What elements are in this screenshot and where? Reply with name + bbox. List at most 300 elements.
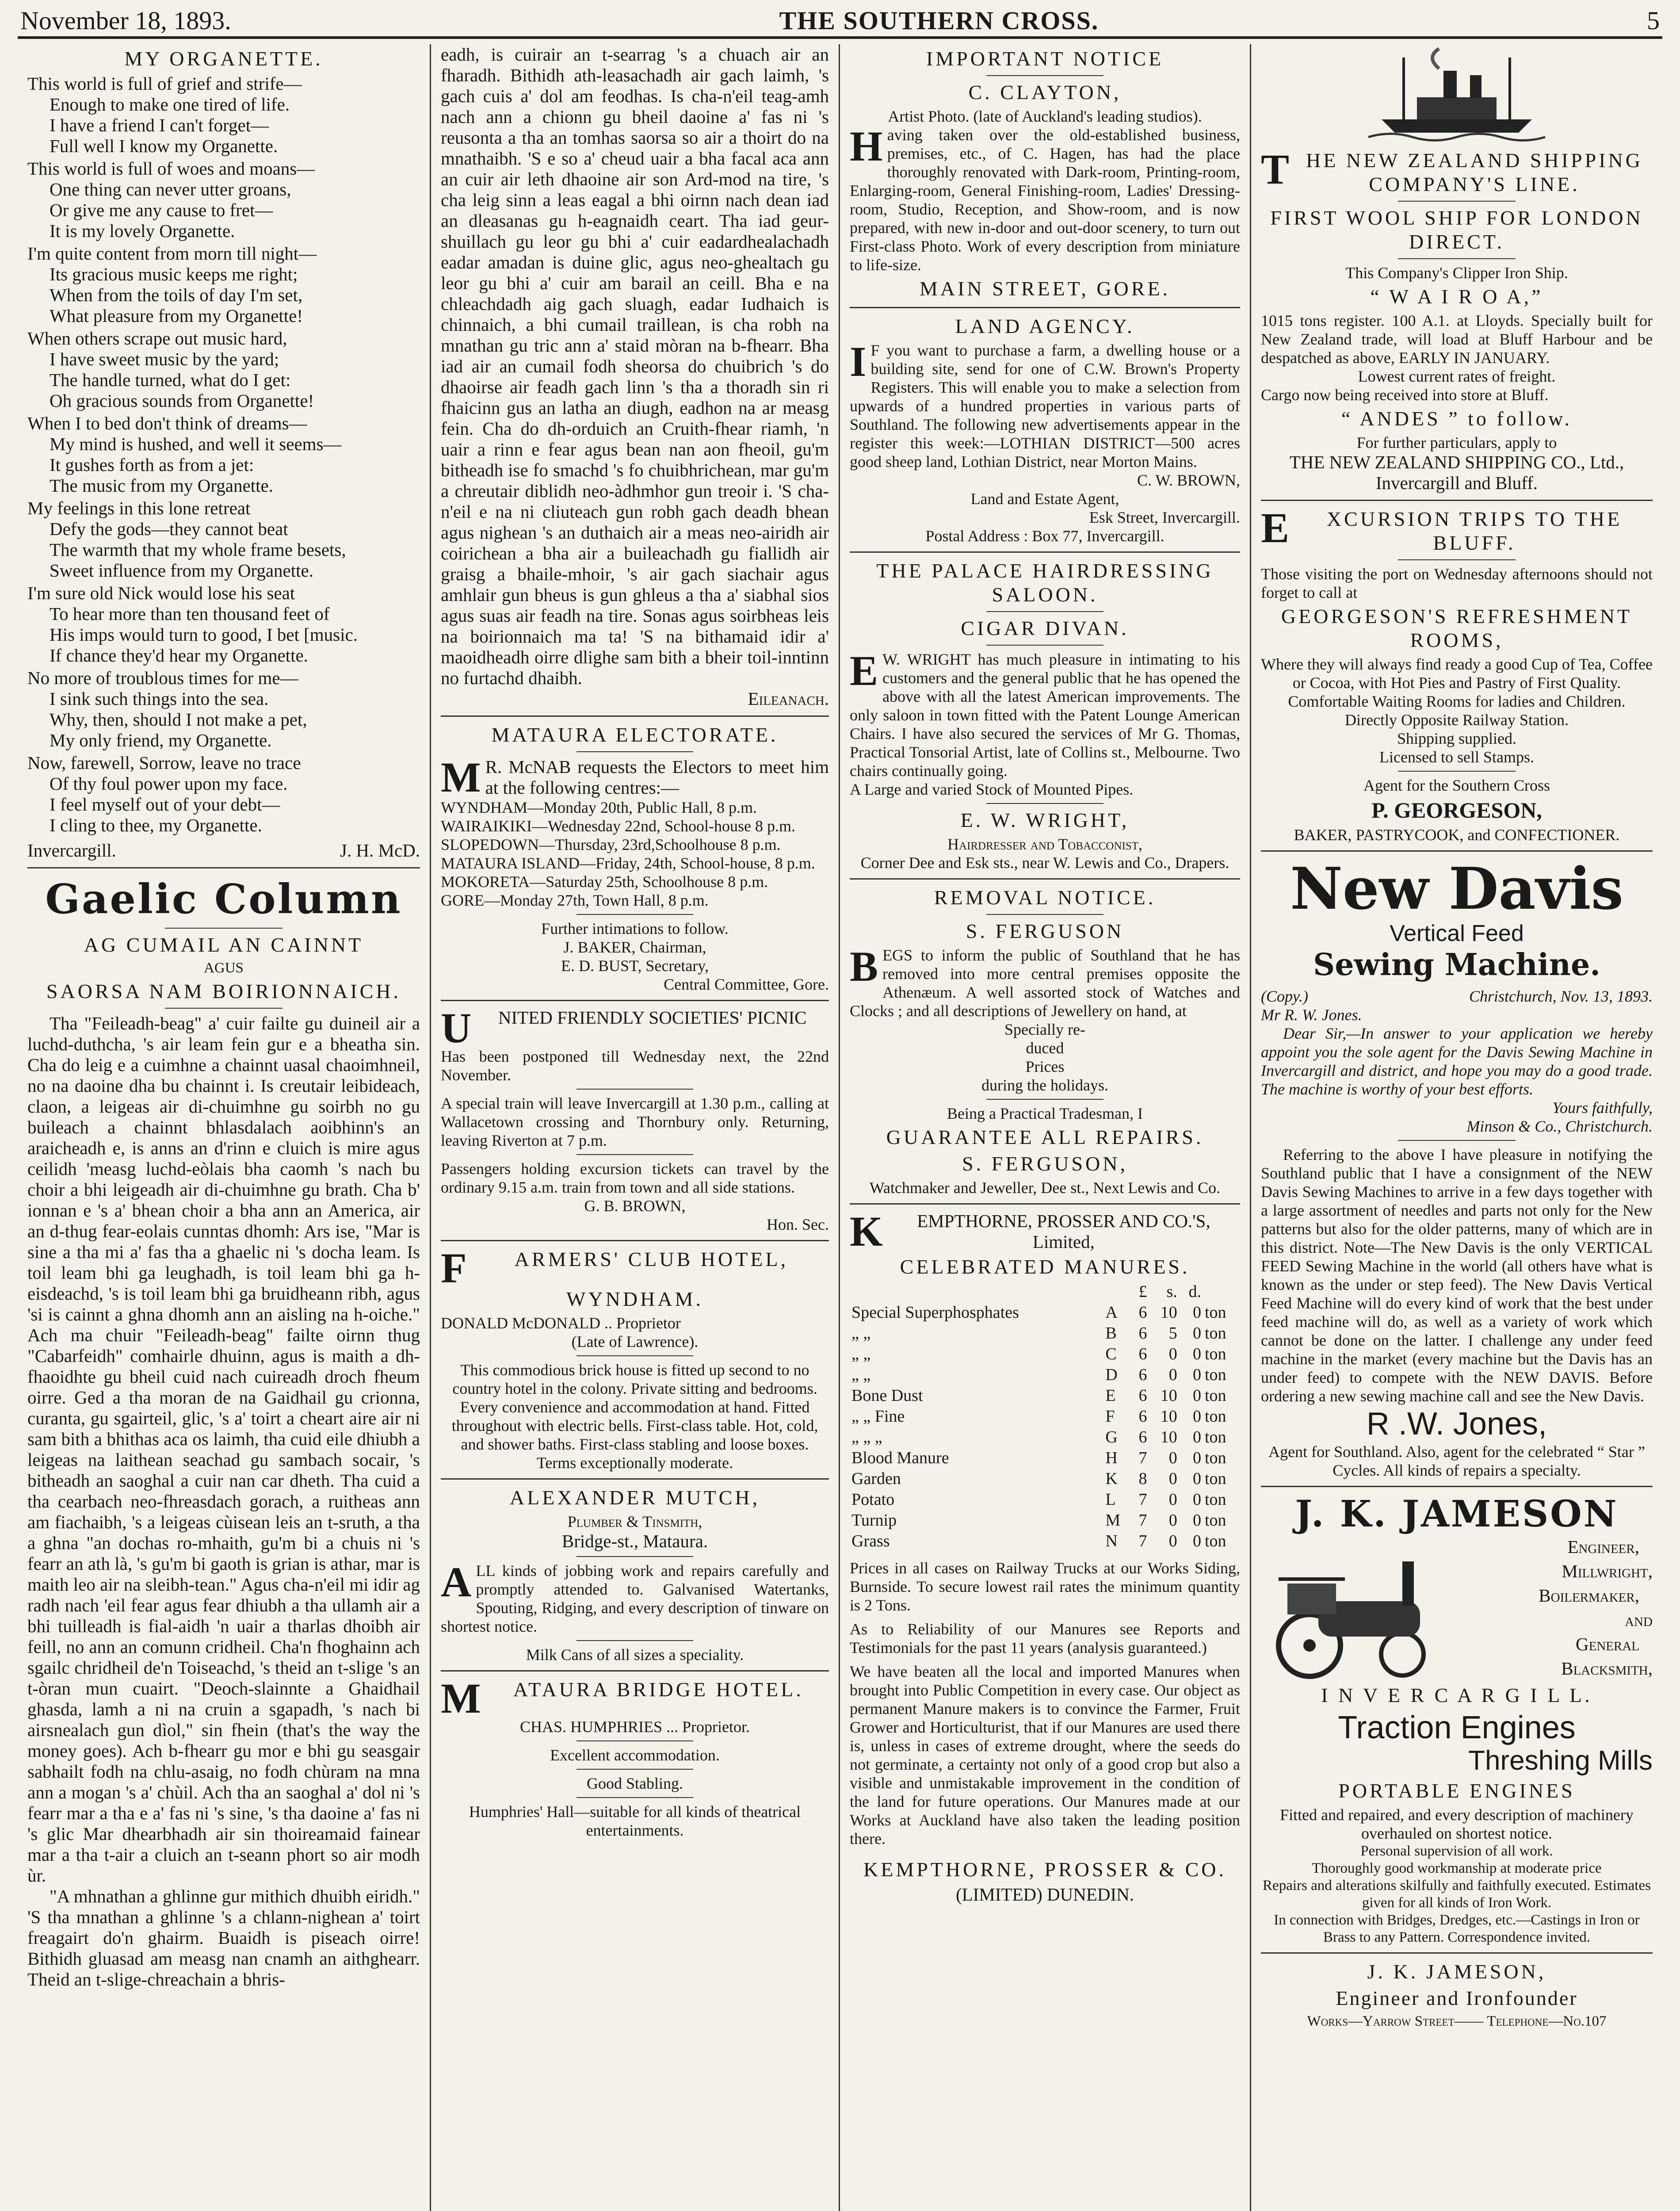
jameson-block — [1261, 1535, 1653, 1681]
table-row — [850, 1489, 1240, 1510]
excursion-p5: Shipping supplied. — [1397, 730, 1517, 747]
table-cell: ton — [1204, 1386, 1226, 1405]
jameson-traction: Traction Engines — [1338, 1710, 1576, 1745]
divider — [1261, 1952, 1653, 1954]
table-cell: M — [1105, 1511, 1121, 1530]
ferguson-l1: Specially re- — [1004, 1021, 1085, 1038]
poem-line: His imps would turn to good, I bet [music. — [50, 624, 358, 645]
poem-line: I'm sure old Nick would lose his seat — [27, 583, 295, 603]
kempthorne-signature-2: (LIMITED) DUNEDIN. — [955, 1884, 1134, 1905]
table-cell: ton — [1204, 1449, 1226, 1467]
davis-date: Christchurch, Nov. 13, 1893. — [1469, 987, 1653, 1005]
poem-line: Enough to make one tired of life. — [50, 94, 290, 115]
table-row — [850, 1427, 1240, 1448]
divider — [1398, 559, 1516, 560]
divider — [986, 611, 1103, 612]
table-cell: 7 — [1138, 1532, 1147, 1550]
table-cell: B — [1105, 1324, 1117, 1343]
table-cell: 0 — [1192, 1407, 1201, 1426]
jameson-title: J. K. JAMESON — [1295, 1493, 1619, 1535]
picnic-title: U NITED FRIENDLY SOCIETIES' PICNIC — [441, 1004, 807, 1052]
divider — [850, 1203, 1240, 1205]
table-cell: „ „ „ — [851, 1428, 882, 1446]
table-cell: 6 — [1138, 1407, 1147, 1426]
table-cell: ton — [1204, 1303, 1226, 1322]
picnic-p3: Passengers holding excursion tickets can travel by the ordinary 9.15 a.m. train from town and all side stations. — [441, 1160, 829, 1196]
table-cell: G — [1105, 1428, 1118, 1446]
nz-apply: For further particulars, apply to — [1356, 434, 1557, 451]
nz-andes: “ ANDES ” to follow. — [1341, 407, 1573, 430]
land-street: Esk Street, Invercargill. — [1089, 509, 1240, 526]
poem-line: Or give me any cause to fret— — [50, 200, 273, 220]
poem-line: Its gracious music keeps me right; — [50, 264, 298, 284]
jameson-role-item: Millwright, — [1562, 1561, 1653, 1581]
table-cell: ton — [1204, 1407, 1226, 1426]
bridge-stabling: Good Stabling. — [586, 1775, 683, 1792]
table-cell: 7 — [1138, 1490, 1147, 1509]
table-row — [850, 1302, 1240, 1323]
masthead — [18, 6, 1662, 39]
mataura-intro: M R. McNAB requests the Electors to meet him at the following centres:— — [441, 754, 829, 801]
divider — [986, 645, 1103, 646]
jameson-p2: Personal supervision of all work. — [1360, 1843, 1553, 1859]
bridge-owner: CHAS. HUMPHRIES ... Proprietor. — [519, 1718, 750, 1736]
poem-line: This world is full of grief and strife— — [27, 73, 302, 94]
poem-line: What pleasure from my Organette! — [50, 306, 303, 326]
col-shillings: s. — [1166, 1282, 1177, 1301]
bridge-accommodation: Excellent accommodation. — [550, 1746, 720, 1764]
table-row — [850, 1510, 1240, 1531]
davis-title: New Davis — [1290, 855, 1623, 922]
divider — [577, 1797, 693, 1798]
jameson-roles — [1447, 1535, 1653, 1681]
poem-line: One thing can never utter groans, — [50, 179, 291, 199]
page-number: 5 — [1647, 6, 1660, 35]
divider — [441, 715, 829, 717]
picnic-role: Hon. Sec. — [767, 1216, 829, 1233]
divider — [577, 1769, 693, 1770]
table-cell: Blood Manure — [851, 1449, 949, 1467]
table-row — [850, 1365, 1240, 1385]
cigar-divan: CIGAR DIVAN. — [961, 617, 1129, 639]
table-row — [850, 1344, 1240, 1365]
table-cell: 6 — [1138, 1428, 1147, 1446]
table-cell: D — [1105, 1366, 1118, 1384]
davis-sub: Vertical Feed — [1390, 921, 1524, 946]
land-postal: Postal Address : Box 77, Invercargill. — [925, 527, 1165, 545]
farmers-owner: DONALD McDONALD .. Proprietor — [441, 1314, 681, 1332]
picnic-p1: Has been postponed till Wednesday next, the 22nd November. — [441, 1048, 829, 1084]
jameson-town: I N V E R C A R G I L L. — [1321, 1684, 1592, 1706]
kempthorne-title: K EMPTHORNE, PROSSER AND CO.'S, Limited, — [850, 1208, 1210, 1255]
table-row — [850, 1323, 1240, 1344]
mutch-address: Bridge-st., Mataura. — [561, 1531, 708, 1551]
davis-copy: (Copy.) — [1261, 987, 1308, 1005]
table-cell: K — [1105, 1469, 1118, 1488]
table-row — [850, 1385, 1240, 1406]
table-cell: ton — [1204, 1469, 1226, 1488]
divider — [1261, 850, 1653, 852]
jameson-role-item: Boilermaker, — [1539, 1585, 1639, 1606]
wright-name: E. W. WRIGHT, — [960, 809, 1130, 831]
davis-sub-2: Sewing Machine. — [1313, 947, 1600, 983]
land-name: C. W. BROWN, — [1137, 471, 1240, 489]
wright-trade: Hairdresser and Tobacconist, — [947, 835, 1143, 853]
meeting-item: SLOPEDOWN—Thursday, 23rd,Schoolhouse 8 p.m. — [441, 836, 781, 853]
table-cell: 0 — [1192, 1386, 1201, 1405]
divider — [986, 75, 1103, 76]
meeting-item: GORE—Monday 27th, Town Hall, 8 p.m. — [441, 891, 709, 909]
farmers-owner-note: (Late of Lawrence). — [571, 1333, 699, 1350]
ferguson-guarantee: GUARANTEE ALL REPAIRS. — [886, 1126, 1204, 1148]
poem-line: It gushes forth as from a jet: — [50, 455, 254, 475]
davis-to: Mr R. W. Jones. — [1261, 1006, 1362, 1024]
palace-pipes: A Large and varied Stock of Mounted Pipes. — [850, 780, 1134, 798]
table-cell: ton — [1204, 1428, 1226, 1446]
divider — [165, 928, 283, 929]
nz-ship-body: 1015 tons register. 100 A.1. at Lloyds. Specially built for New Zealand trade, will load at Bluff Harbour and be despatched as above, EARLY IN JANUARY. — [1261, 312, 1653, 367]
jameson-role-item: Blacksmith, — [1561, 1658, 1653, 1679]
table-cell: L — [1105, 1490, 1116, 1509]
poem-place: Invercargill. — [27, 840, 116, 861]
poem-line: If chance they'd hear my Organette. — [50, 645, 308, 666]
poem-signature — [27, 840, 420, 861]
picnic-signature: G. B. BROWN, — [584, 1197, 686, 1215]
ferguson-name: S. FERGUSON — [966, 920, 1124, 942]
divider — [1261, 500, 1653, 501]
georgeson-rooms: GEORGESON'S REFRESHMENT ROOMS, — [1281, 605, 1633, 651]
table-cell: 0 — [1168, 1469, 1177, 1488]
kempthorne-signature: KEMPTHORNE, PROSSER & CO. — [863, 1858, 1226, 1881]
divider — [577, 751, 693, 752]
table-cell: F — [1105, 1407, 1115, 1426]
ferguson-l3: Prices — [1025, 1058, 1065, 1075]
poem-line: Of thy foul power upon my face. — [50, 773, 288, 794]
georgeson-trade: BAKER, PASTRYCOOK, and CONFECTIONER. — [1294, 826, 1620, 844]
mutch-title: ALEXANDER MUTCH, — [509, 1486, 760, 1509]
excursion-p1: Those visiting the port on Wednesday afternoons should not forget to call at — [1261, 565, 1653, 601]
nz-shipping-sub: FIRST WOOL SHIP FOR LONDON DIRECT. — [1270, 207, 1643, 253]
table-cell: 10 — [1160, 1407, 1177, 1426]
steamship-icon — [1364, 44, 1550, 146]
table-cell: Garden — [851, 1469, 901, 1488]
table-row — [850, 1469, 1240, 1489]
ferguson-tradesman: Being a Practical Tradesman, I — [947, 1105, 1143, 1122]
poem-line: Why, then, should I not make a pet, — [50, 709, 307, 730]
poem-line: To hear more than ten thousand feet of — [50, 604, 330, 624]
poem-line: Full well I know my Organette. — [50, 136, 278, 156]
table-cell: 7 — [1138, 1449, 1147, 1467]
table-cell: 6 — [1138, 1386, 1147, 1405]
table-cell: 0 — [1168, 1490, 1177, 1509]
table-cell: 10 — [1160, 1386, 1177, 1405]
table-cell: A — [1105, 1303, 1118, 1322]
farmers-place: WYNDHAM. — [566, 1288, 703, 1310]
divider — [441, 1478, 829, 1480]
poem-line: Defy the gods—they cannot beat — [50, 519, 288, 539]
excursion-p3: Comfortable Waiting Rooms for ladies and Children. — [1288, 692, 1626, 710]
farmers-hotel-title: F ARMERS' CLUB HOTEL, — [441, 1244, 788, 1292]
column-2 — [431, 44, 840, 2211]
column-1 — [18, 44, 431, 2211]
poem-line: When others scrape out music hard, — [27, 328, 287, 348]
table-cell: 0 — [1192, 1366, 1201, 1384]
removal-notice: REMOVAL NOTICE. — [934, 886, 1156, 909]
col-pounds: £ — [1138, 1282, 1147, 1301]
jameson-p1: Fitted and repaired, and every description of machinery overhauled on shortest notice. — [1280, 1806, 1634, 1842]
divider — [577, 914, 693, 915]
wright-address: Corner Dee and Esk sts., near W. Lewis and Co., Drapers. — [860, 854, 1229, 872]
nz-ship-type: This Company's Clipper Iron Ship. — [1345, 264, 1568, 282]
table-cell: 10 — [1160, 1428, 1177, 1446]
table-cell: ton — [1204, 1345, 1226, 1363]
table-cell: 0 — [1168, 1511, 1177, 1530]
nz-ship-name: “ W A I R O A,” — [1370, 285, 1543, 308]
nz-rates: Lowest current rates of freight. — [1358, 367, 1556, 385]
table-cell: 6 — [1138, 1345, 1147, 1363]
poem-line: The warmth that my whole frame besets, — [50, 539, 346, 560]
divider — [1261, 1486, 1653, 1487]
poem-line: The handle turned, what do I get: — [50, 370, 291, 390]
table-cell: 10 — [1160, 1303, 1177, 1322]
kempthorne-p1: Prices in all cases on Railway Trucks at our Works Siding, Burnside. To secure lowest rail rates the minimum quantity is 2 Tons. — [850, 1559, 1240, 1614]
clayton-name: C. CLAYTON, — [968, 81, 1122, 103]
jameson-p5: In connection with Bridges, Dredges, etc.—Castings in Iron or Brass to any Pattern. Correspondence invited. — [1274, 1912, 1640, 1945]
land-body: I F you want to purchase a farm, a dwelling house or a building site, send for one of C.W. Brown's Property Registers. This will enable you to make a selection from upwards of a hundred properties in various parts of Southland. The following new advertisements appear in the register this week:—LOTHIAN DISTRICT—500 acres good sheep land, Lothian District, near Morton Mains. — [850, 338, 1240, 471]
divider — [1398, 201, 1516, 202]
georgeson-name: P. GEORGESON, — [1371, 798, 1542, 822]
jameson-role-item: Engineer, — [1567, 1537, 1639, 1557]
table-cell: 6 — [1138, 1324, 1147, 1343]
divider — [165, 1008, 283, 1009]
poem-title: MY ORGANETTE. — [124, 47, 323, 70]
farmers-body: This commodious brick house is fitted up second to no country hotel in the colony. Private sitting and bedrooms. Every convenience and accommodation at hand. Fitted throughout with electric bells. First-class table. Hot, cold, and shower baths. First-class stabling and loose boxes. Terms exceptionally moderate. — [451, 1361, 818, 1472]
land-role: Land and Estate Agent, — [970, 490, 1119, 508]
table-cell: Turnip — [851, 1511, 897, 1530]
gaelic-sub-1: AG CUMAIL AN CAINNT — [84, 933, 364, 956]
divider — [441, 1670, 829, 1672]
column-3 — [840, 44, 1251, 2211]
divider — [577, 1089, 693, 1090]
table-cell: 0 — [1168, 1345, 1177, 1363]
table-cell: ton — [1204, 1511, 1226, 1530]
poem-line: I have sweet music by the yard; — [50, 349, 279, 369]
table-cell: 6 — [1138, 1303, 1147, 1322]
divider — [441, 1240, 829, 1241]
table-cell: 0 — [1192, 1532, 1201, 1550]
land-agency-title: LAND AGENCY. — [955, 315, 1135, 337]
jameson-role-item: General — [1576, 1634, 1639, 1654]
gaelic-paragraph-1: Tha "Feileadh-beag" a' cuir failte gu duineil air a luchd-duthcha, 's air leam fein gur e a bheatha sin. Cha do leig e a cuimhne a chainnt uasal chaoimhneil, no na daoine dha bu chainnt i. Is creutair leibideach, claon, a leigeas air di-chuimhne gu soirbh no gu buileach a chainnt bhlasdalach aoibhinn's an araicheadh e, is anns an d'rinn e cluich is mire agus ceilidh 'measg luchd-eòlais bha caomh 's nach bu choir a bhi leigeadh air di-chuimhne gu brath. Cha b' ionnan e 's a' bhean choir a bha ann an America, air an d-thug fear-eolais cunntas dhomh: Ars ise, "Mar is sine a tha mi a' fas tha a ghaelic ni 's docha leam. Is toil leam bhi ga leughadh, is toil leam bhi ga h-eisdeachd, 's is toil leam bhi ga bruidheann ribh, agus 'si is cainnt a ghna dhomh ann an aisling na h-oiche." Ach ma chuir "Feileadh-beag" failte oirnn thug "Cabarfeidh" comhairle dhuinn, agus is maith a dh-fhaoidhte gu bheil cuid nach cuireadh droch fheum oirre. Ged a tha moran de na Gaidhail gu crionna, curanta, gu sgairteil, glic, 's a' toirt a cheart aire air ni sam bith a bhithas aca os laimh, tha cuid eile dhiubh a leigeas na laithean seachad gu sambach socair, 's bitheadh an saoghal a cuir nan car dheth. Tha cuid a tha cearbach neo-fhreasdach gorach, a ruitheas ann am fiachaibh, 's a leigeas cùisean leis an t-sruth, a tha a ghna "an dochas ro-mhaith, gu'm bi a chuis ni 's fearr an ath là, 's gu'm bi gaoth is grian is athar, mar is maith leo air na sleibh-tean." Agus cha-n'eil mi idir ag radh nach 'eil fear agus fear dhiubh a tha ullamh air a bhi tuilleadh is fial-aidh 'n uair a tharlas dhoibh air feill, no ann an comunn cridheil. Cha'n fhoghainn ach sgailc chridheil de'n Toiseachd, 's theid an t-slige 's an t-òran mun cuairt. "Deoch-slainnte a Ghaidhail ghasda, lamh a ni na cruin a sgapadh, 's nach bi airsnealach gun dìol," sin fhein (that's the way the money goes). Ach b-fhearr gu mor e bhi gu seasgair sabhailt fodh na chlu-asaig, no fodh chùram na mna ann a mogan 's a' chùil. Ach tha an saoghal a' dol ni 's fearr mar a tha e a' fas ni 's sine, 's tha daoine a' fas ni 's glic Mar dhearbhadh air sin thoireamaid fainear mar a tha t-air a cluich an t-seann phort so air modh ùr. — [27, 1013, 420, 1886]
table-header-row — [850, 1281, 1240, 1302]
jameson-threshing: Threshing Mills — [1468, 1745, 1653, 1776]
bridge-hotel-title: M ATAURA BRIDGE HOTEL. — [441, 1675, 804, 1722]
issue-date: November 18, 1893. — [20, 6, 231, 35]
mutch-body: ALL kinds of jobbing work and repairs carefully and promptly attended to. Galvanised Watertanks, Spouting, Ridging, and every description of tinware on shortest notice. — [441, 1558, 829, 1635]
clayton-sub: Artist Photo. (late of Auckland's leading studios). — [888, 107, 1202, 125]
poem-line: My feelings in this lone retreat — [27, 498, 251, 518]
clayton-body: Having taken over the old-established business, premises, etc., of C. Hagen, has had the place thoroughly renovated with Dark-room, Printing-room, Enlarging-room, General Finishing-room, Ladies' Dressing-room, Studio, Reception, and Show-room, and is now prepared, with new in-door and out-door scenery, to turn out First-class Photo. Work of every description from miniature to life-size. — [850, 122, 1240, 274]
nz-shipping-title: THE NEW ZEALAND SHIPPING COMPANY'S LINE. — [1261, 145, 1643, 195]
table-cell: 0 — [1168, 1532, 1177, 1550]
poem-line: When from the toils of day I'm set, — [50, 285, 303, 305]
poem-line: I'm quite content from morn till night— — [27, 243, 317, 264]
ferguson-l2: duced — [1026, 1039, 1064, 1057]
table-cell: N — [1105, 1532, 1118, 1550]
secretary: E. D. BUST, Secretary, — [561, 957, 709, 975]
table-cell: ton — [1204, 1324, 1226, 1343]
divider — [850, 307, 1240, 308]
column-4 — [1251, 44, 1662, 2211]
poem — [27, 73, 420, 836]
gaelic-sub-3: SAORSA NAM BOIRIONNAICH. — [46, 980, 401, 1002]
table-cell: H — [1105, 1449, 1118, 1467]
poem-author: J. H. McD. — [340, 840, 420, 861]
table-cell: 0 — [1168, 1449, 1177, 1467]
jones-name: R .W. Jones, — [1366, 1406, 1547, 1442]
gaelic-sub-2: AGUS — [204, 960, 244, 976]
divider — [577, 1154, 693, 1155]
table-cell: 7 — [1138, 1511, 1147, 1530]
poem-line: I sink such things into the sea. — [50, 689, 269, 709]
davis-letter-header — [1261, 987, 1653, 1006]
gaelic-signature: Eileanach. — [748, 689, 829, 709]
table-cell: 0 — [1192, 1324, 1201, 1343]
table-cell: Special Superphosphates — [851, 1303, 1019, 1322]
divider — [577, 1640, 693, 1641]
table-cell: E — [1105, 1386, 1116, 1405]
poem-line: I cling to thee, my Organette. — [50, 815, 262, 835]
table-cell: „ „ — [851, 1324, 871, 1343]
nz-company: THE NEW ZEALAND SHIPPING CO., Ltd., Invercargill and Bluff. — [1289, 452, 1624, 493]
table-cell: „ „ — [851, 1345, 871, 1363]
jameson-name: J. K. JAMESON, — [1367, 1960, 1546, 1983]
divider — [577, 1740, 693, 1741]
poem-line: My only friend, my Organette. — [50, 730, 272, 750]
divider — [986, 914, 1103, 915]
table-row — [850, 1448, 1240, 1469]
divider — [577, 1355, 693, 1356]
jameson-role: Engineer and Ironfounder — [1336, 1987, 1578, 2009]
poem-line: The music from my Organette. — [50, 475, 273, 496]
divider — [577, 1556, 693, 1557]
table-cell: ton — [1204, 1366, 1226, 1384]
table-cell: ton — [1204, 1532, 1226, 1550]
kempthorne-sub: CELEBRATED MANURES. — [900, 1255, 1190, 1278]
divider — [986, 803, 1103, 804]
excursion-p4: Directly Opposite Railway Station. — [1345, 711, 1569, 729]
divider — [1398, 771, 1516, 772]
mutch-milk: Milk Cans of all sizes a speciality. — [526, 1646, 744, 1664]
poem-line: Sweet influence from my Organette. — [50, 560, 313, 581]
divider — [850, 551, 1240, 553]
jameson-portable: PORTABLE ENGINES — [1338, 1779, 1575, 1802]
table-cell: 0 — [1192, 1303, 1201, 1322]
kempthorne-p3: We have beaten all the local and imported Manures when brought into Public Competition in every case. Our object as permanent Manure makers is to convince the Farmer, Fruit Grower and Horticulturist, that if our Manures are used there is, unless in cases of extreme drought, where the seeds do not germinate, a certainty not only of a good crop but also a visible and unmistakable improvement in the condition of the land for future operations. Our Manures made at our Works at Auckland have also taken the leading position there. — [850, 1663, 1240, 1848]
col-pence: d. — [1188, 1282, 1201, 1301]
mataura-electorate-title: MATAURA ELECTORATE. — [491, 723, 779, 746]
meeting-list — [441, 798, 829, 910]
ferguson-l4: during the holidays. — [981, 1076, 1108, 1094]
table-cell: Grass — [851, 1532, 890, 1550]
manure-price-table — [850, 1281, 1240, 1552]
further-intimations: Further intimations to follow. — [541, 920, 729, 937]
table-cell: 6 — [1138, 1366, 1147, 1384]
table-cell: 0 — [1192, 1449, 1201, 1467]
divider — [441, 1000, 829, 1001]
poem-line: I have a friend I can't forget— — [50, 115, 269, 135]
table-cell: 8 — [1138, 1469, 1147, 1488]
table-row — [850, 1531, 1240, 1552]
palace-title: THE PALACE HAIRDRESSING SALOON. — [876, 559, 1214, 606]
table-cell: 0 — [1192, 1511, 1201, 1530]
important-notice: IMPORTANT NOTICE — [926, 47, 1164, 70]
columns — [18, 44, 1662, 2211]
chairman: J. BAKER, Chairman, — [563, 938, 706, 956]
table-cell: 0 — [1192, 1469, 1201, 1488]
table-cell: 0 — [1168, 1366, 1177, 1384]
table-cell: Potato — [851, 1490, 895, 1509]
jameson-p4: Repairs and alterations skilfully and faithfully executed. Estimates given for all kinds of Iron Work. — [1263, 1878, 1651, 1911]
table-cell: ton — [1204, 1490, 1226, 1509]
kempthorne-p2: As to Reliability of our Manures see Reports and Testimonials for the past 11 years (analysis guaranteed.) — [850, 1620, 1240, 1656]
excursion-title: E XCURSION TRIPS TO THE BLUFF. — [1261, 504, 1623, 554]
divider — [1398, 258, 1516, 259]
table-cell: 5 — [1168, 1324, 1177, 1343]
divider — [850, 878, 1240, 880]
ferguson-name-2: S. FERGUSON, — [962, 1152, 1128, 1175]
davis-letter: Dear Sir,—In answer to your application we hereby appoint you the sole agent for the Davis Sewing Machine in Invercargill and district, and hope you may do a good trade. The machine is worthy of your best efforts. — [1261, 1025, 1653, 1098]
picnic-p2: A special train will leave Invercargill at 1.30 p.m., calling at Wallacetown crossing and Thornbury only. Returning, leaving Riverton at 7 p.m. — [441, 1094, 829, 1149]
poem-line: My mind is hushed, and well it seems— — [50, 434, 342, 454]
paper-title: THE SOUTHERN CROSS. — [779, 6, 1099, 35]
jameson-p3: Thoroughly good workmanship at moderate price — [1312, 1860, 1602, 1876]
table-cell: 0 — [1192, 1490, 1201, 1509]
nz-cargo: Cargo now being received into store at Bluff. — [1261, 386, 1549, 404]
excursion-p6: Licensed to sell Stamps. — [1379, 748, 1534, 766]
poem-line: When I to bed don't think of dreams— — [27, 413, 307, 433]
ferguson-body: BEGS to inform the public of Southland that he has removed into more central premises opposite the Athenæum. A well assorted stock of Watches and Clocks ; and all descriptions of Jewellery on hand, at — [850, 943, 1240, 1020]
gaelic-paragraph-2: "A mhnathan a ghlinne gur mithich dhuibh eiridh." 'S tha mnathan a ghlinne 's a chlann-nighean a' toirt freagairt do'n ghairm. Buaidh is piseach oirre! Bithidh gluasad am measg nan cnamh an aithghearr. Theid an t-slige-chreachain a bhris- — [27, 1886, 420, 1989]
poem-line: No more of troublous times for me— — [27, 668, 298, 688]
gaelic-column-heading: Gaelic Column — [45, 875, 402, 923]
ferguson-role: Watchmaker and Jeweller, Dee st., Next Lewis and Co. — [869, 1179, 1221, 1197]
davis-body: Referring to the above I have pleasure in notifying the Southland public that I have a consignment of the NEW Davis Sewing Machines to arrive in a few days together with a large assortment of needles and parts not only for the New patterns but also for the older patterns, many of which are in this district. Note—The New Davis is the only VERTICAL FEED Sewing Machine in the world (all others have what is known as the under or step feed). The New Davis Vertical Feed Machine will do every kind of work that the best under feed machine will do, as well as a variety of work which cannot be done on the latter. I challenge any under feed machine in the market (every machine but the Davis has an under feed) to compete with the NEW DAVIS. Before ordering a new sewing machine call and see the New Davis. — [1261, 1146, 1653, 1405]
divider — [27, 867, 420, 868]
meeting-item: MOKORETA—Saturday 25th, Schoolhouse 8 p.m. — [441, 873, 768, 891]
palace-body: E W. WRIGHT has much pleasure in intimating to his customers and the general public that he has opened the above with all the latest American improvements. The only saloon in town fitted with the Patent Lounge American Chairs. I have also secured the services of Mr G. Thomas, Practical Tonsorial Artist, late of Collins st., Melbourne. Two chairs continually going. — [850, 647, 1240, 780]
davis-from: Minson & Co., Christchurch. — [1466, 1117, 1653, 1135]
committee: Central Committee, Gore. — [664, 975, 829, 993]
poem-line: I feel myself out of your debt— — [50, 794, 280, 815]
poem-line: Oh gracious sounds from Organette! — [50, 390, 314, 411]
poem-line: It is my lovely Organette. — [50, 221, 235, 241]
poem-line: Now, farewell, Sorrow, leave no trace — [27, 753, 301, 773]
bridge-hall: Humphries' Hall—suitable for all kinds of theatrical entertainments. — [469, 1803, 801, 1839]
table-cell: 0 — [1192, 1345, 1201, 1363]
meeting-item: WAIRAIKIKI—Wednesday 22nd, School-house 8 p.m. — [441, 817, 795, 835]
divider — [1398, 1140, 1516, 1141]
table-cell: „ „ — [851, 1366, 871, 1384]
table-cell: 0 — [1192, 1428, 1201, 1446]
jones-agent: Agent for Southland. Also, agent for the celebrated “ Star ” Cycles. All kinds of repairs a specialty. — [1268, 1443, 1645, 1479]
meeting-item: MATAURA ISLAND—Friday, 24th, School-house, 8 p.m. — [441, 854, 815, 872]
clayton-address: MAIN STREET, GORE. — [919, 277, 1171, 300]
traction-engine-icon — [1261, 1535, 1447, 1681]
mutch-trade: Plumber & Tinsmith, — [567, 1513, 703, 1530]
davis-yours: Yours faithfully, — [1552, 1099, 1653, 1117]
jameson-works: Works—Yarrow Street—— Telephone—No.107 — [1307, 2013, 1607, 2029]
